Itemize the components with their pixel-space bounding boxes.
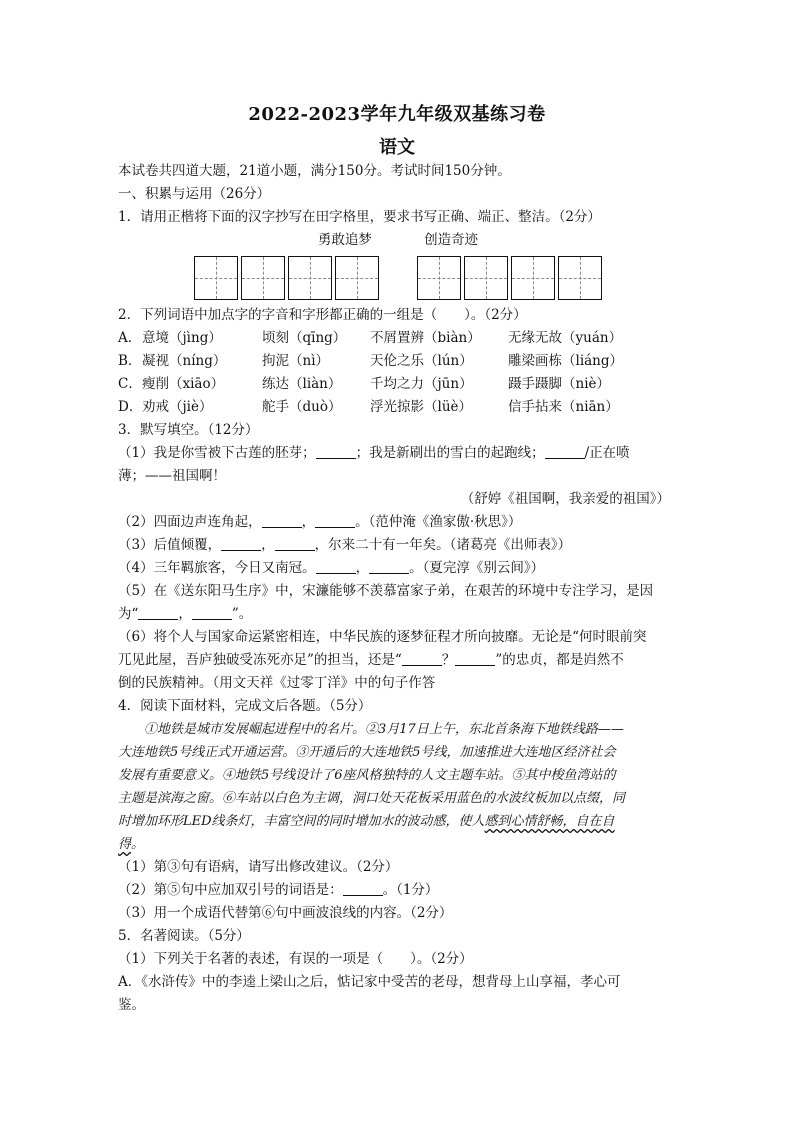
answer-blank[interactable] <box>343 881 383 896</box>
tianzige-cell[interactable] <box>241 256 285 300</box>
option-letter: D． <box>118 399 143 415</box>
option-term: 顷刻（qīng） <box>262 330 347 346</box>
question-1: 1．请用正楷将下面的汉字抄写在田字格里，要求书写正确、端正、整洁。（2分） <box>118 209 601 225</box>
tianzige-grid <box>118 256 678 300</box>
subject-title: 语文 <box>379 137 415 158</box>
q5-sub-1: （1）下列关于名著的表述，有误的一项是（ ）。（2分） <box>118 951 473 967</box>
passage-line: 主题是滨海之窗。⑥车站以白色为主调，洞口处天花板采用蓝色的水波纹板加以点缀，同 <box>118 791 626 806</box>
tianzige-cell[interactable] <box>288 256 332 300</box>
tianzige-cell[interactable] <box>335 256 379 300</box>
exam-content <box>118 160 678 1017</box>
option-term: 拘泥（nì） <box>262 353 330 369</box>
q3-item-5: （5）在《送东阳马生序》中，宋濂能够不羡慕富家子弟，在艰苦的环境中专注学习，是因 <box>118 583 654 599</box>
answer-blank[interactable] <box>369 559 409 574</box>
option-term: 意境（jìng） <box>142 330 222 346</box>
question-2: 2．下列词语中加点字的字音和字形都正确的一组是（ ）。（2分） <box>118 307 527 323</box>
q3-item-3: （3）后值倾覆， ， ，尔来二十有一年矣。（诸葛亮《出师表》） <box>118 537 572 553</box>
q3-item-5-cont: 为“ ， ”。 <box>118 606 253 622</box>
question-2-options <box>118 327 678 419</box>
copy-words <box>118 229 678 252</box>
q2-option-row <box>118 373 678 396</box>
q4-sub-2: （2）第⑤句中应加双引号的词语是： 。（1分） <box>118 882 439 898</box>
copy-word-2: 创造奇迹 <box>424 232 479 248</box>
reading-passage <box>118 718 678 856</box>
answer-blank[interactable] <box>262 513 302 528</box>
answer-blank[interactable] <box>275 536 315 551</box>
passage-line: 发展有重要意义。④地铁5号线设计了6座风格独特的人文主题车站。⑤其中梭鱼湾站的 <box>118 768 616 783</box>
option-term: 不屑置辨（biàn） <box>370 330 481 346</box>
q3-item-6: （6）将个人与国家命运紧密相连，中华民族的逐梦征程才所向披靡。无论是“何时眼前突 <box>118 629 647 645</box>
passage-line: 时增加环形LED线条灯，丰富空间的同时增加水的波动感，使人感到心情舒畅，自在自 <box>118 814 615 829</box>
tianzige-cell[interactable] <box>511 256 555 300</box>
option-letter: B． <box>118 353 142 369</box>
option-term: 蹑手蹑脚（niè） <box>508 376 611 392</box>
answer-blank[interactable] <box>192 605 232 620</box>
q4-sub-1: （1）第③句有语病，请写出修改建议。（2分） <box>118 859 399 875</box>
answer-blank[interactable] <box>221 536 261 551</box>
answer-blank[interactable] <box>138 605 178 620</box>
option-term: 信手拈来（niān） <box>508 399 619 415</box>
section-heading: 一、积累与运用（26分） <box>118 186 271 202</box>
option-term: 舵手（duò） <box>262 399 342 415</box>
passage-line: 大连地铁5号线正式开通运营。③开通后的大连地铁5号线，加速推进大连地区经济社会 <box>118 745 616 760</box>
tianzige-group-1 <box>194 256 379 300</box>
question-3: 3．默写填空。（12分） <box>118 422 259 438</box>
exam-title: 2022-2023学年九年级双基练习卷 <box>248 104 546 125</box>
q3-item-4: （4）三年羁旅客，今日又南冠。 ， 。（夏完淳《别云间》） <box>118 560 545 576</box>
answer-blank[interactable] <box>402 651 442 666</box>
q3-item-6-end: 倒的民族精神。（用文天祥《过零丁洋》中的句子作答 <box>118 675 436 691</box>
wavy-underlined-text: 感到心情舒畅，自在自 <box>484 814 615 829</box>
answer-blank[interactable] <box>455 651 495 666</box>
tianzige-cell[interactable] <box>194 256 238 300</box>
question-5: 5．名著阅读。（5分） <box>118 928 250 944</box>
q3-item-1: （1）我是你雪被下古莲的胚芽； ；我是新刷出的雪白的起跑线； /正在喷 <box>118 445 630 461</box>
option-term: 天伦之乐（lún） <box>370 353 473 369</box>
q4-sub-3: （3）用一个成语代替第⑥句中画波浪线的内容。（2分） <box>118 905 453 921</box>
exam-intro: 本试卷共四道大题，21道小题，满分150分。考试时间150分钟。 <box>118 163 511 179</box>
q3-item-2: （2）四面边声连角起， ， 。（范仲淹《渔家傲·秋思》） <box>118 514 522 530</box>
wavy-underlined-text: 得 <box>118 837 132 852</box>
option-term: 雕梁画栋（liáng） <box>508 353 624 369</box>
q3-item-1-cont: 薄；——祖国啊！ <box>118 468 226 484</box>
answer-blank[interactable] <box>545 444 585 459</box>
option-term: 瘦削（xiāo） <box>142 376 225 392</box>
answer-blank[interactable] <box>316 559 356 574</box>
option-term: 无缘无故（yuán） <box>508 330 623 346</box>
option-term: 浮光掠影（lüè） <box>370 399 473 415</box>
option-term: 凝视（níng） <box>142 353 227 369</box>
copy-word-1: 勇敢追梦 <box>317 232 372 248</box>
answer-blank[interactable] <box>316 444 356 459</box>
option-term: 劝戒（jiè） <box>142 399 213 415</box>
q2-option-row <box>118 396 678 419</box>
passage-line: ①地铁是城市发展崛起进程中的名片。②3月17日上午，东北首条海下地铁线路—— <box>144 722 624 737</box>
option-letter: A． <box>118 330 142 346</box>
q2-option-row <box>118 327 678 350</box>
q3-item-1-source: （舒婷《祖国啊，我亲爱的祖国》） <box>460 491 670 507</box>
q2-option-row <box>118 350 678 373</box>
question-4: 4．阅读下面材料，完成文后各题。（5分） <box>118 698 372 714</box>
q5-option-a: A．《水浒传》中的李逵上梁山之后，惦记家中受苦的老母，想背母上山享福，孝心可 <box>118 974 621 990</box>
answer-blank[interactable] <box>315 513 355 528</box>
tianzige-cell[interactable] <box>558 256 602 300</box>
option-letter: C． <box>118 376 142 392</box>
passage-line: 得。 <box>118 837 145 852</box>
tianzige-cell[interactable] <box>464 256 508 300</box>
tianzige-cell[interactable] <box>417 256 461 300</box>
q3-item-6-cont: 兀见此屋，吾庐独破受冻死亦足”的担当，还是“ ？ ”的忠贞，都是岿然不 <box>118 652 624 668</box>
option-term: 练达（liàn） <box>262 376 342 392</box>
tianzige-group-2 <box>417 256 602 300</box>
option-term: 千均之力（jūn） <box>370 376 473 392</box>
q5-option-a-cont: 鉴。 <box>118 997 145 1013</box>
